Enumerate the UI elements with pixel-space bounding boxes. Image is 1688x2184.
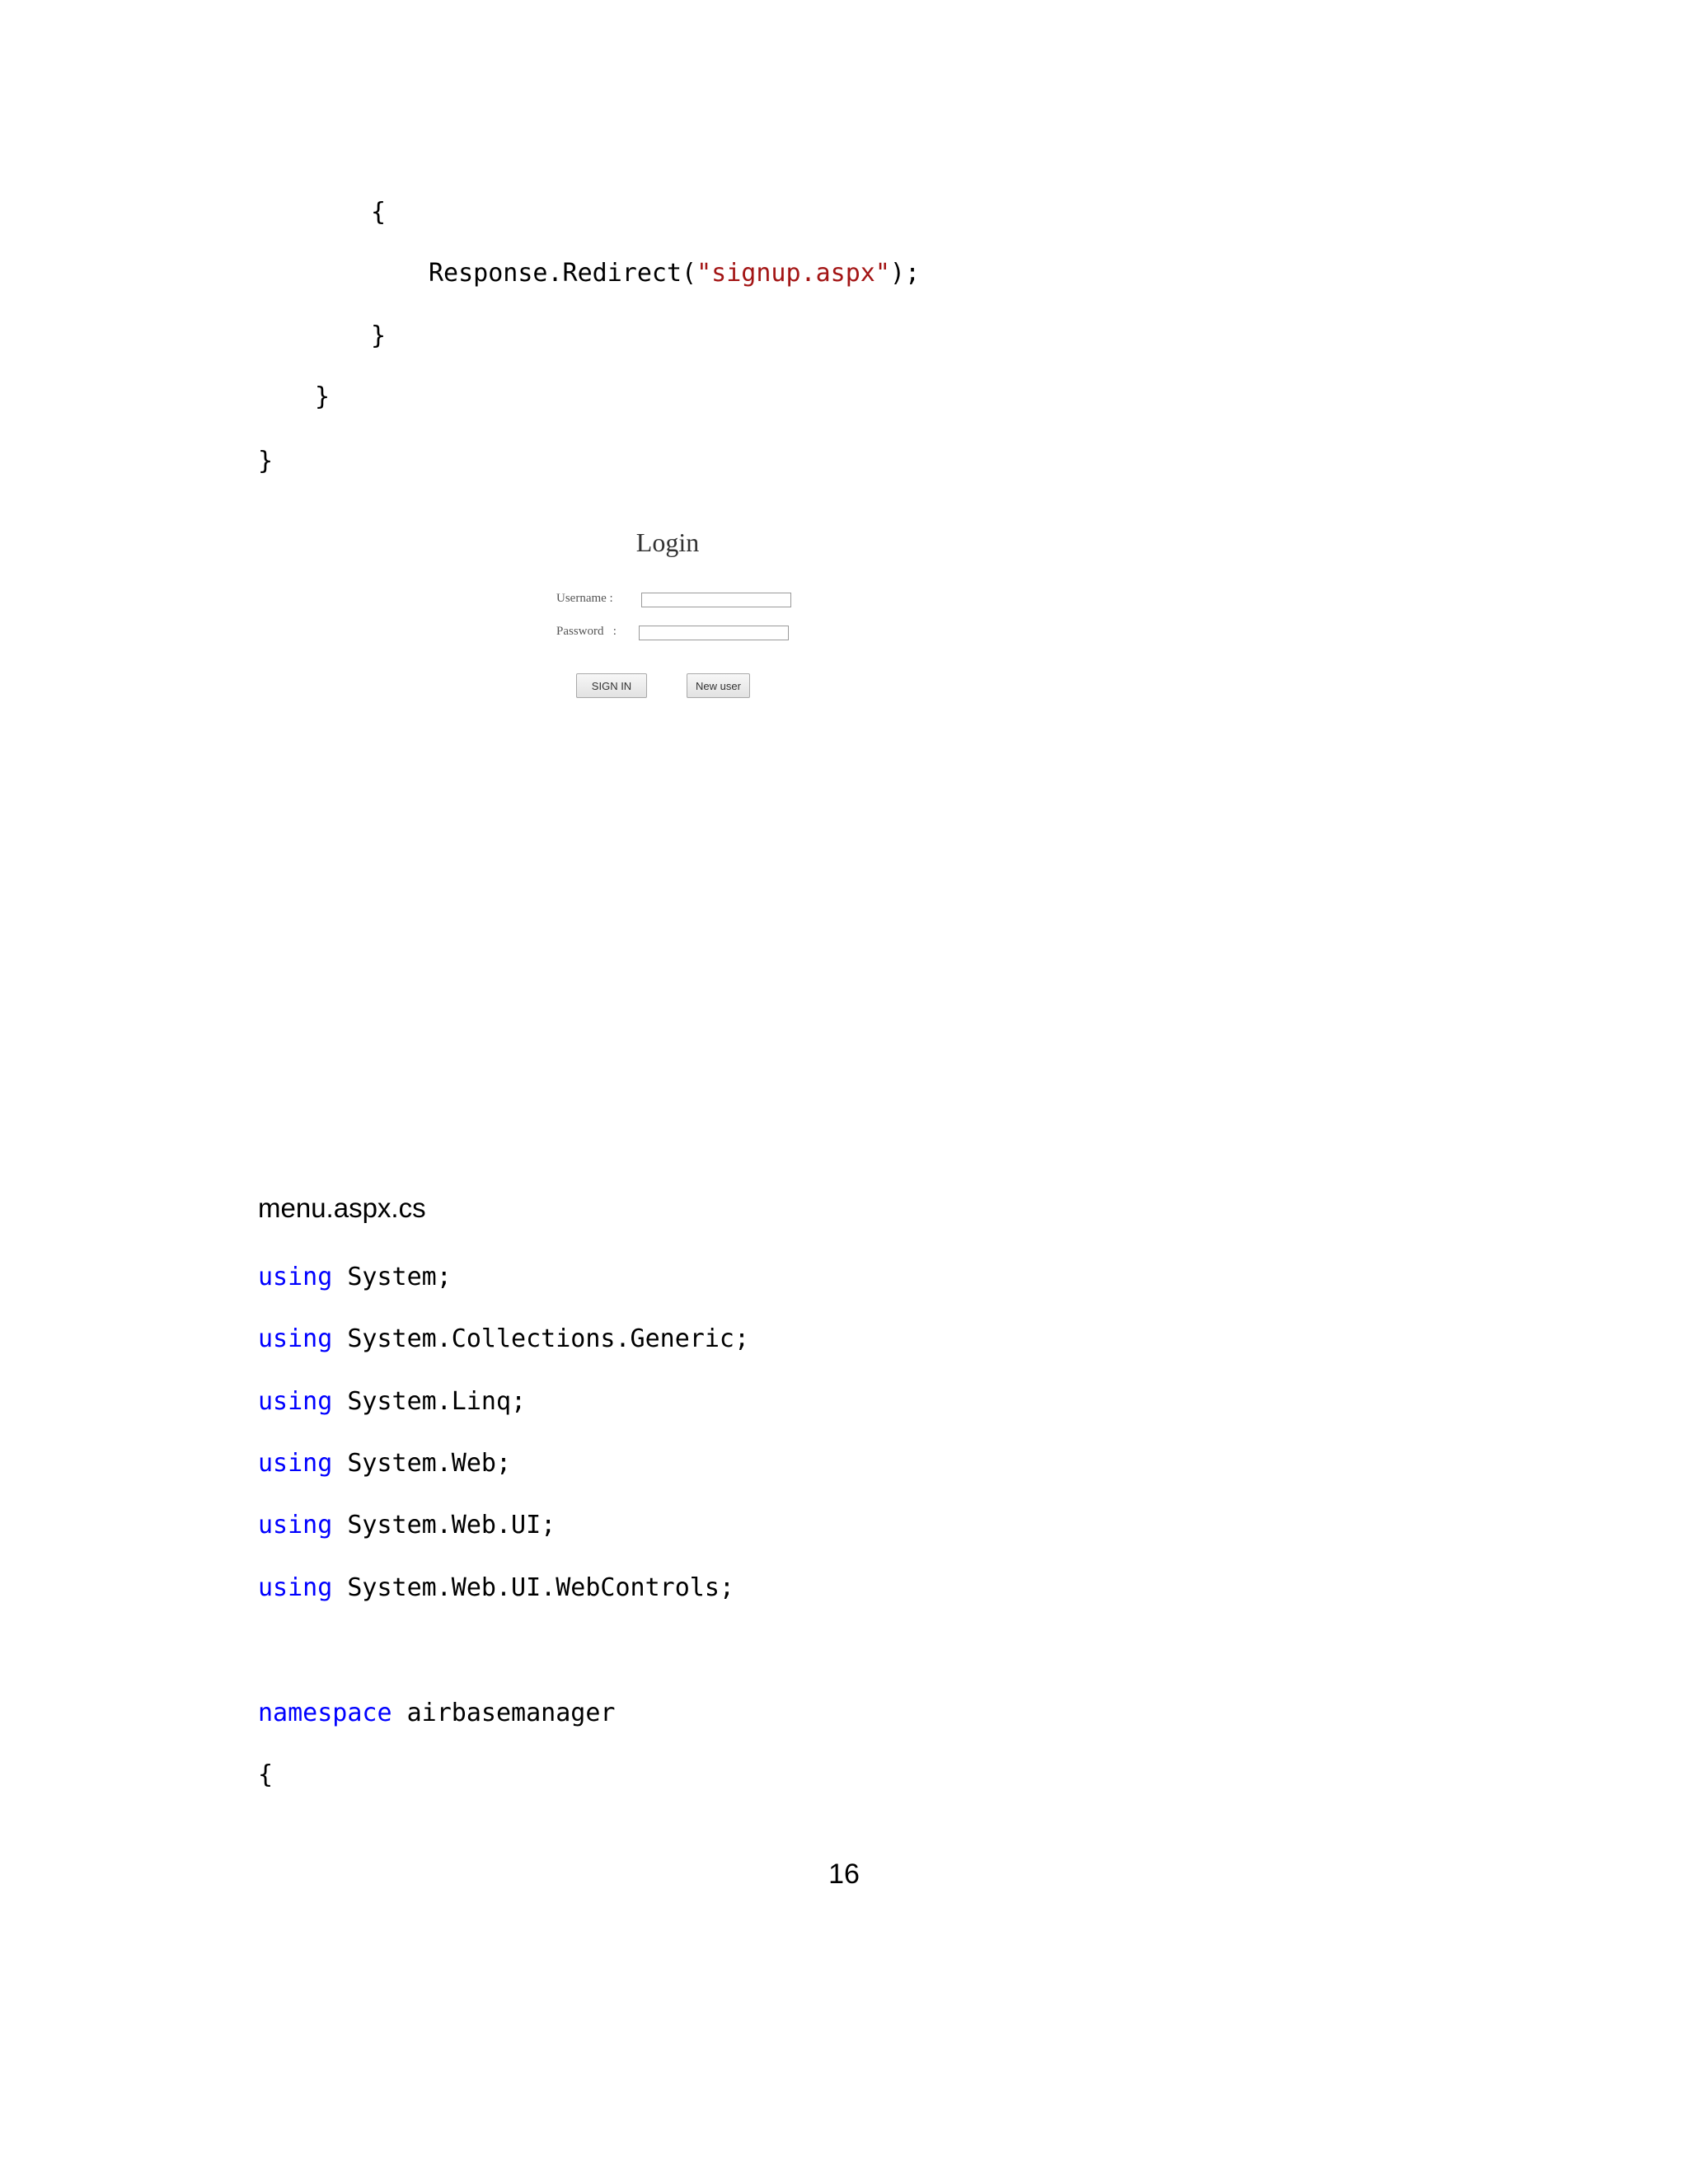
- code-redirect-call: Response.Redirect(: [429, 259, 697, 288]
- code-line-using: [258, 1509, 556, 1542]
- code-namespace-ref: System;: [347, 1263, 452, 1291]
- password-input[interactable]: [639, 626, 789, 640]
- code-line-using: [258, 1385, 526, 1418]
- code-line-namespace: [258, 1697, 616, 1730]
- code-namespace-ref: System.Web.UI;: [347, 1511, 556, 1540]
- code-namespace-name: airbasemanager: [406, 1699, 616, 1727]
- code-namespace-ref: System.Linq;: [347, 1387, 527, 1416]
- code-line-close-brace-1: [371, 320, 386, 353]
- page-number: 16: [828, 1858, 860, 1890]
- code-brace: {: [258, 1760, 274, 1789]
- code-keyword-using: using: [258, 1511, 333, 1540]
- code-keyword-using: using: [258, 1573, 333, 1602]
- code-keyword-using: using: [258, 1387, 333, 1416]
- code-keyword-namespace: namespace: [258, 1699, 392, 1727]
- code-line-open-brace: [258, 1759, 273, 1792]
- code-brace: }: [258, 447, 274, 476]
- code-namespace-ref: System.Web.UI.WebControls;: [347, 1573, 734, 1602]
- code-keyword-using: using: [258, 1263, 333, 1291]
- new-user-button[interactable]: New user: [687, 673, 750, 698]
- login-title: Login: [635, 527, 700, 557]
- code-line-open-brace: [371, 196, 386, 229]
- login-form-screenshot: [536, 511, 824, 717]
- code-line-using: [258, 1572, 734, 1605]
- code-line-close-brace-2: [315, 381, 330, 414]
- code-brace: }: [371, 321, 387, 350]
- code-line-using: [258, 1261, 452, 1294]
- code-line-close-brace-3: [258, 445, 273, 478]
- code-keyword-using: using: [258, 1324, 333, 1353]
- code-brace: }: [315, 382, 331, 411]
- code-namespace-ref: System.Collections.Generic;: [347, 1324, 750, 1353]
- file-caption: menu.aspx.cs: [258, 1193, 426, 1223]
- code-redirect-end: );: [889, 259, 921, 288]
- code-line-redirect: [429, 257, 920, 290]
- username-input[interactable]: [641, 593, 791, 607]
- sign-in-button[interactable]: SIGN IN: [576, 673, 647, 698]
- code-line-using: [258, 1323, 749, 1356]
- code-brace: {: [371, 198, 387, 227]
- username-label: Username :: [556, 592, 613, 605]
- code-string-literal: "signup.aspx": [696, 259, 890, 288]
- password-label: Password :: [556, 625, 617, 638]
- code-line-using: [258, 1447, 511, 1480]
- code-keyword-using: using: [258, 1449, 333, 1478]
- code-namespace-ref: System.Web;: [347, 1449, 512, 1478]
